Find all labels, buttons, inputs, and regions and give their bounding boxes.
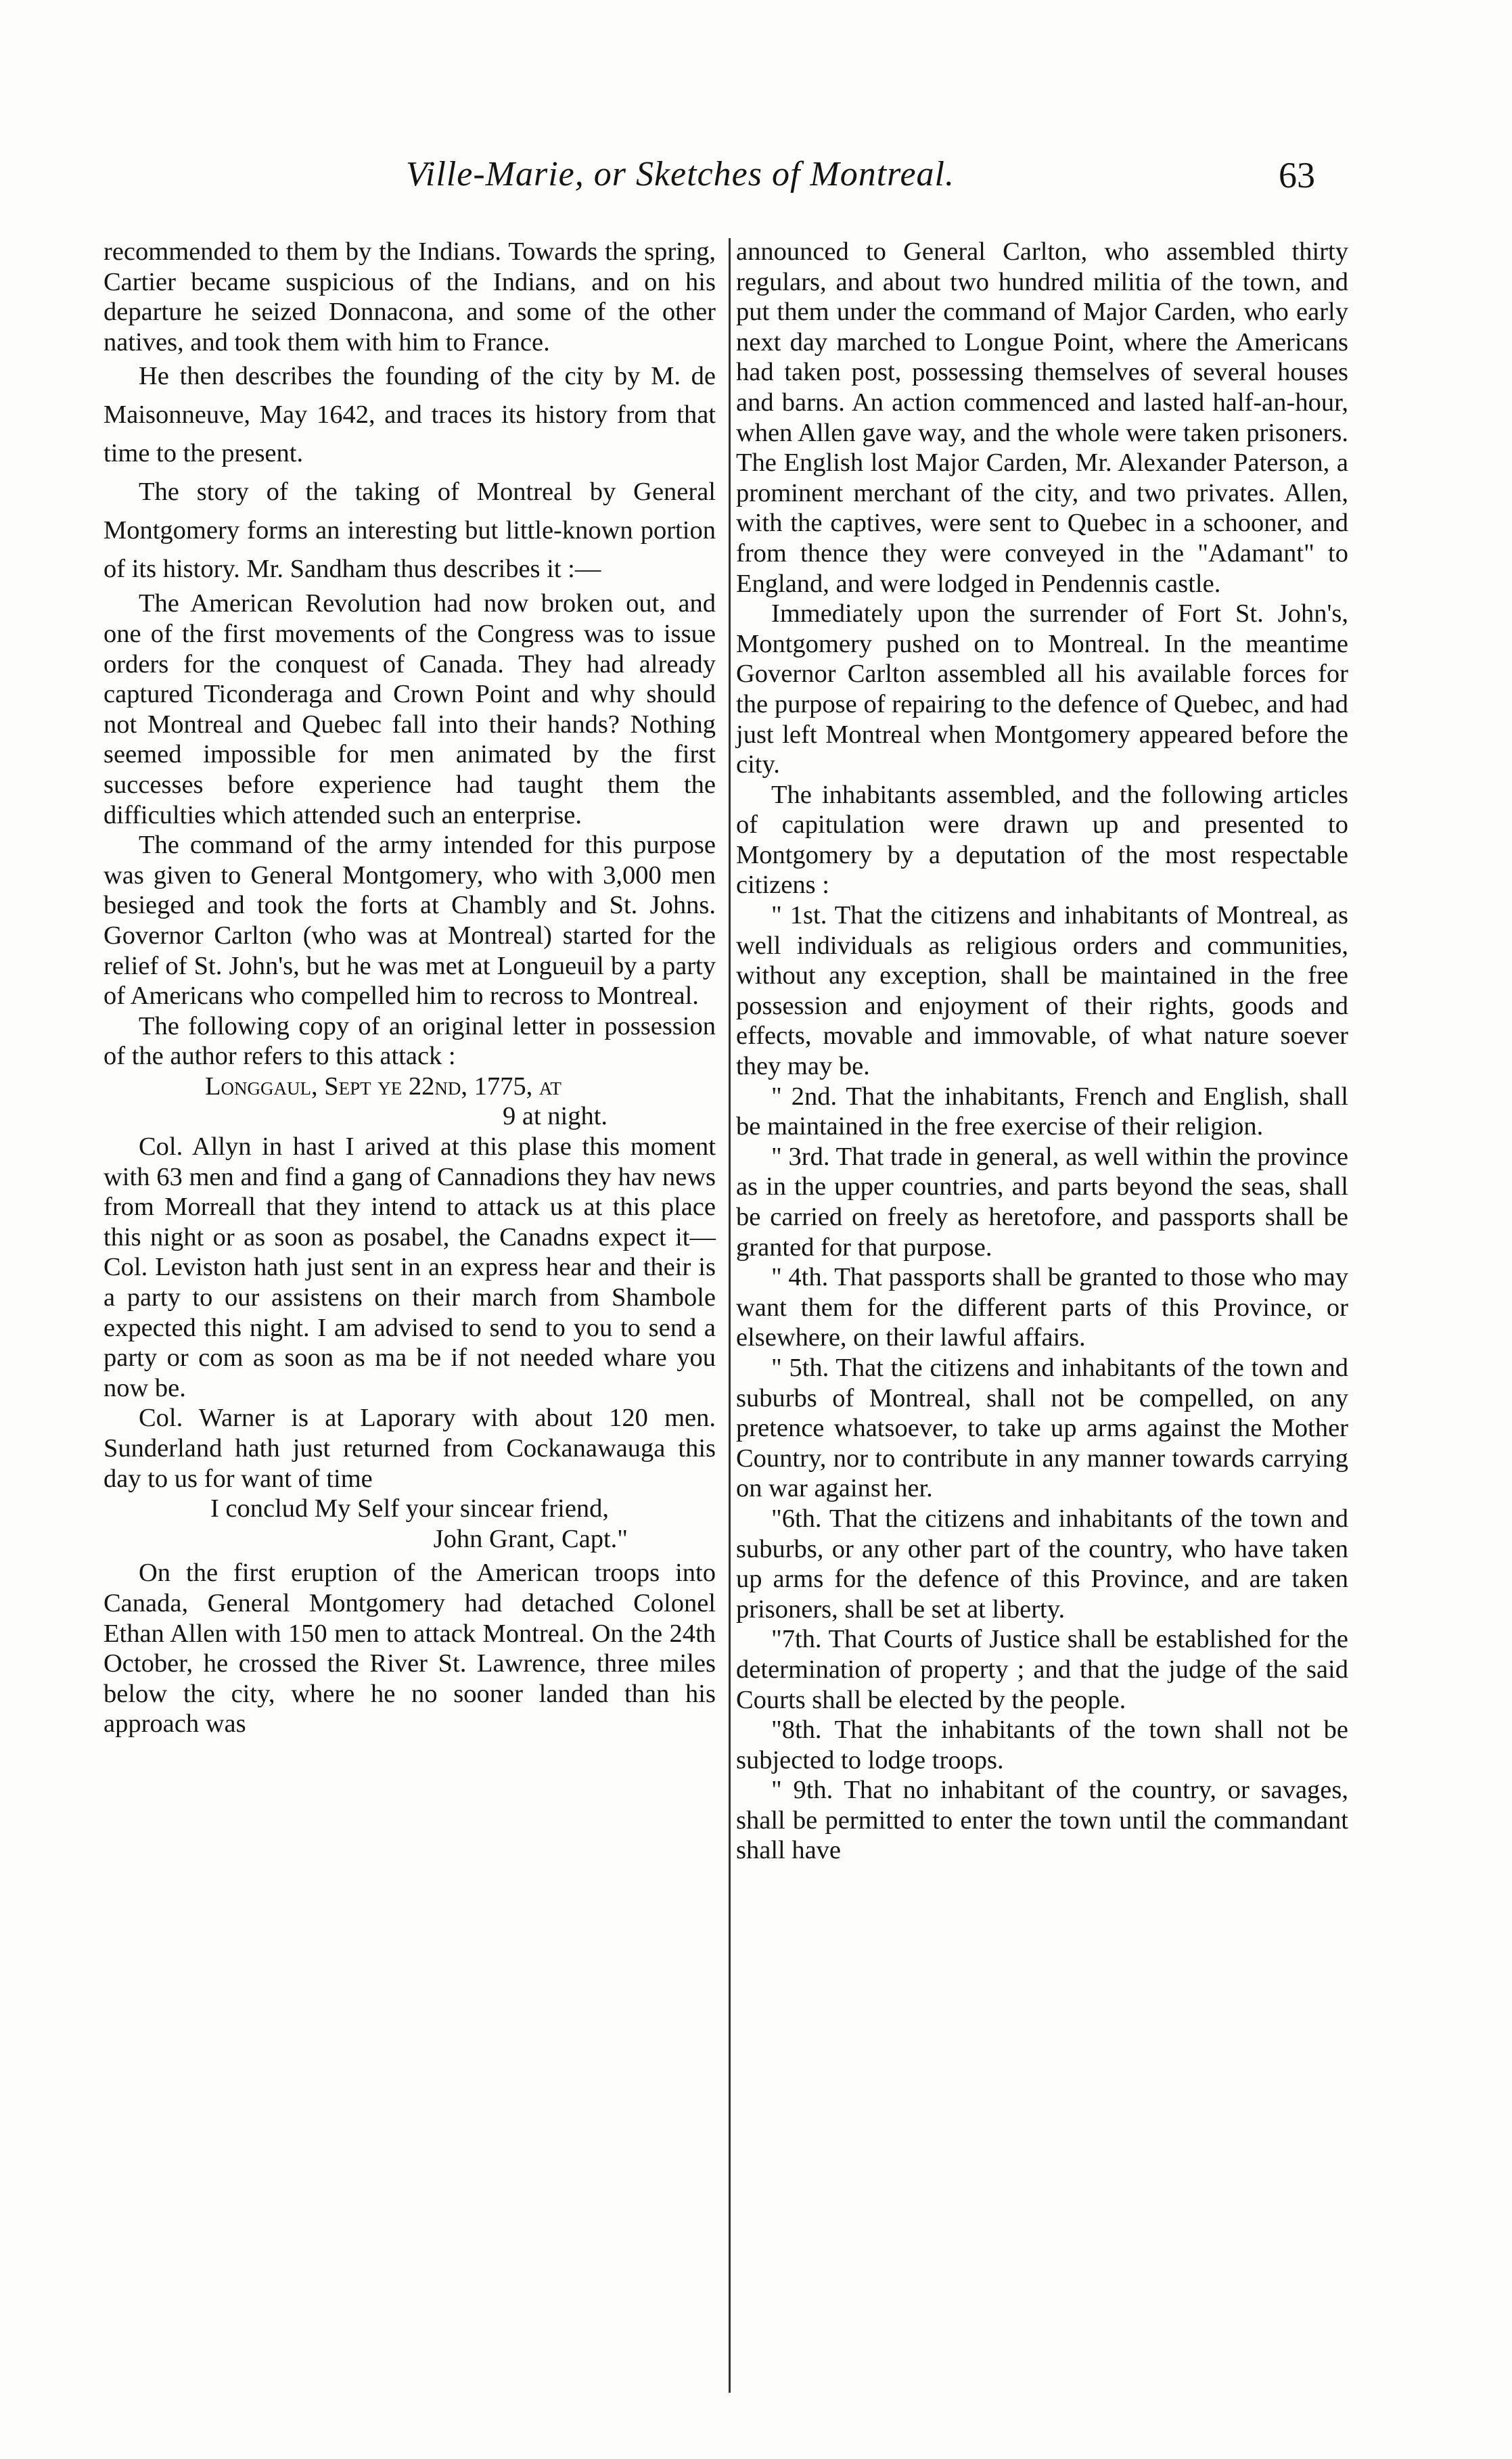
paragraph: The story of the taking of Montreal by General Montgomery forms an interesting but little-known portion of its history. Mr. Sandham thus describes it :— xyxy=(104,478,716,584)
capitulation-article: " 3rd. That trade in general, as well within the province as in the upper countries, and parts beyond the seas, shall be carried on freely as heretofore, and passports shall be granted for that purpose. xyxy=(736,1142,1348,1262)
paragraph: The following copy of an original letter in possession of the author refers to this attack : xyxy=(104,1011,716,1071)
paragraph: The command of the army intended for this purpose was given to General Montgomery, who with 3,000 men besieged and took the forts at Chambly and St. Johns. Governor Carlton (who was at Montreal) started for the relief of St. John's, but he was met at Longueuil by a party of Americans who compelled him to recross to Montreal. xyxy=(104,831,716,1011)
capitulation-article: "6th. That the citizens and inhabitants of the town and suburbs, or any other part of the country, who have taken up arms for the defence of this Province, and are taken prisoners, shall be set at liberty. xyxy=(736,1504,1348,1624)
paragraph: recommended to them by the Indians. Towards the spring, Cartier became suspicious of the Indians, and on his departure he seized Donnacona, and some of the other natives, and took them with him to France. xyxy=(104,237,716,357)
capitulation-article: " 2nd. That the inhabitants, French and English, shall be maintained in the free exercise of their religion. xyxy=(736,1082,1348,1141)
letter-paragraph: Col. Warner is at Laporary with about 120 men. Sunderland hath just returned from Cockanawauga this day to us for want of time xyxy=(104,1404,716,1493)
capitulation-article: " 4th. That passports shall be granted to those who may want them for the different parts of this Province, or elsewhere, on their lawful affairs. xyxy=(736,1263,1348,1352)
paragraph: The American Revolution had now broken out, and one of the first movements of the Congress was to issue orders for the conquest of Canada. They had already captured Ticonderaga and Crown Point and why should not Montreal and Quebec fall into their hands? Nothing seemed impossible for men animated by the first successes before experience had taught them the difficulties which attended such an enterprise. xyxy=(104,589,716,829)
letter-paragraph: Col. Allyn in hast I arived at this plase this moment with 63 men and find a gang of Cannadions they hav news from Morreall that they intend to attack us at this place this night or as soon as posabel, the Canadns expect it—Col. Leviston hath just sent in an express hear and their is a party to our assistens on their march from Shambole expected this night. I am advised to send to you to send a party or com as soon as ma be if not needed whare you now be. xyxy=(104,1132,716,1402)
letter-dateline: Longgaul, Sept ye 22nd, 1775, at xyxy=(205,1072,562,1101)
paragraph: He then describes the founding of the city by M. de Maisonneuve, May 1642, and traces its history from that time to the present. xyxy=(104,362,716,468)
letter-signature: John Grant, Capt." xyxy=(433,1524,628,1553)
paragraph: The inhabitants assembled, and the following articles of capitulation were drawn up and presented to Montgomery by a deputation of the most respectable citizens : xyxy=(736,780,1348,900)
running-head xyxy=(0,154,1512,208)
capitulation-article: "7th. That Courts of Justice shall be established for the determination of property ; and that the judge of the said Courts shall be elected by the people. xyxy=(736,1625,1348,1714)
capitulation-article: " 5th. That the citizens and inhabitants of the town and suburbs of Montreal, shall not be compelled, on any pretence whatsoever, to take up arms against the Mother Country, nor to contribute in any manner towards carrying on war against her. xyxy=(736,1353,1348,1503)
column-divider xyxy=(729,238,731,2393)
running-head-title: Ville-Marie, or Sketches of Montreal. xyxy=(406,155,955,193)
paragraph: Immediately upon the surrender of Fort St. John's, Montgomery pushed on to Montreal. In the meantime Governor Carlton assembled all his available forces for the purpose of repairing to the defence of Quebec, and had just left Montreal when Montgomery appeared before the city. xyxy=(736,599,1348,779)
left-column xyxy=(104,237,716,1739)
capitulation-article: " 1st. That the citizens and inhabitants of Montreal, as well individuals as religious orders and communities, without any exception, shall be maintained in the free possession and enjoyment of their rights, goods and effects, movable and immovable, of what nature soever they may be. xyxy=(736,901,1348,1081)
capitulation-article: "8th. That the inhabitants of the town shall not be subjected to lodge troops. xyxy=(736,1716,1348,1774)
letter-dateline-time: 9 at night. xyxy=(503,1102,608,1131)
capitulation-article: " 9th. That no inhabitant of the country, or savages, shall be permitted to enter the town until the commandant shall have xyxy=(736,1776,1348,1865)
letter-closing: I conclud My Self your sincear friend, xyxy=(210,1494,610,1523)
paragraph: On the first eruption of the American troops into Canada, General Montgomery had detached Colonel Ethan Allen with 150 men to attack Montreal. On the 24th October, he crossed the River St. Lawrence, three miles below the city, where he no sooner landed than his approach was xyxy=(104,1559,716,1739)
right-column xyxy=(736,237,1348,1866)
page-number: 63 xyxy=(1279,155,1315,196)
paragraph: announced to General Carlton, who assembled thirty regulars, and about two hundred militia of the town, and put them under the command of Major Carden, who early next day marched to Longue Point, where the Americans had taken post, possessing themselves of several houses and barns. An action commenced and lasted half-an-hour, when Allen gave way, and the whole were taken prisoners. The English lost Major Carden, Mr. Alexander Paterson, a prominent merchant of the city, and two privates. Allen, with the captives, were sent to Quebec in a schooner, and from thence they were conveyed in the "Adamant" to England, and were lodged in Pendennis castle. xyxy=(736,237,1348,598)
